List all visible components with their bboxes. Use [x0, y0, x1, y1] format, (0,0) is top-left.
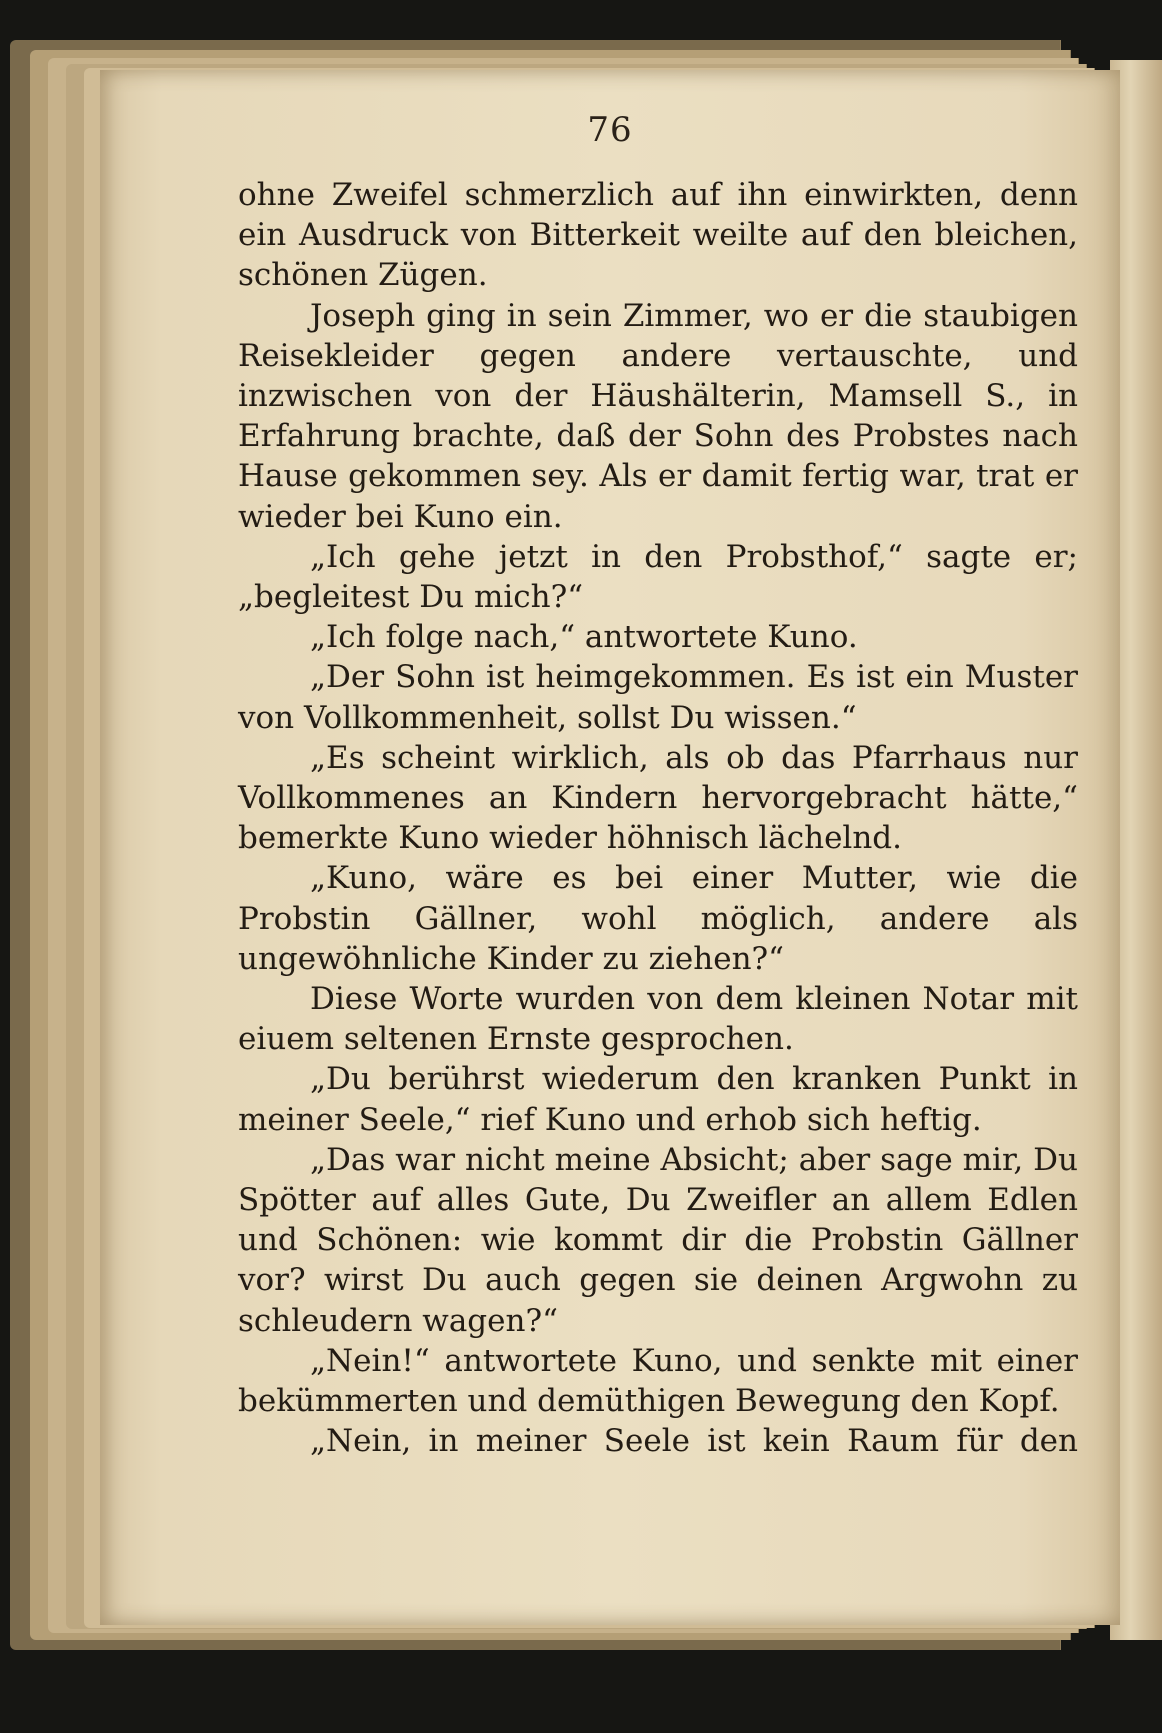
paragraph: „Das war nicht meine Absicht; aber sage mir, Du Spötter auf alles Gute, Du Zweifler an allem Edlen und Schönen: wie kommt dir die Probstin Gällner vor? wirst Du auch gegen sie deinen Argwohn zu schleudern wagen?“ — [238, 1141, 1078, 1339]
paragraph: „Der Sohn ist heimgekommen. Es ist ein Muster von Vollkommenheit, sollst Du wissen.“ — [238, 659, 1078, 736]
paragraph: „Es scheint wirklich, als ob das Pfarrhaus nur Vollkommenes an Kindern hervorgebracht hätte,“ bemerkte Kuno wieder höhnisch lächelnd. — [238, 739, 1078, 857]
paragraph: „Ich folge nach,“ antwortete Kuno. — [310, 619, 858, 656]
paragraph: „Nein!“ antwortete Kuno, und senkte mit einer bekümmerten und demüthigen Bewegung den Kopf. — [238, 1342, 1078, 1420]
page-number: 76 — [587, 110, 633, 150]
paragraph: „Ich gehe jetzt in den Probsthof,“ sagte er; „begleitest Du mich?“ — [238, 538, 1078, 616]
paragraph: Joseph ging in sein Zimmer, wo er die staubigen Reisekleider gegen andere vertauschte, und inzwischen von der Häushälterin, Mamsell S., in Erfahrung brachte, daß der Sohn des Probstes nach Hause gekommen sey. Als er damit fertig war, trat er wieder bei Kuno ein. — [238, 297, 1078, 535]
book-page — [100, 70, 1120, 1625]
paragraph: „Kuno, wäre es bei einer Mutter, wie die Probstin Gällner, wohl möglich, andere als ungewöhnliche Kinder zu ziehen?“ — [238, 860, 1078, 977]
paragraph: Diese Worte wurden von dem kleinen Notar mit eiuem seltenen Ernste gesprochen. — [238, 981, 1078, 1058]
paragraph: ohne Zweifel schmerzlich auf ihn einwirkten, denn ein Ausdruck von Bitterkeit weilte auf den bleichen, schönen Zügen. — [238, 177, 1078, 294]
paragraph: „Du berührst wiederum den kranken Punkt in meiner Seele,“ rief Kuno und erhob sich heftig. — [238, 1061, 1078, 1138]
body-text — [238, 175, 1078, 1462]
paragraph: „Nein, in meiner Seele ist kein Raum für den — [310, 1423, 1078, 1460]
